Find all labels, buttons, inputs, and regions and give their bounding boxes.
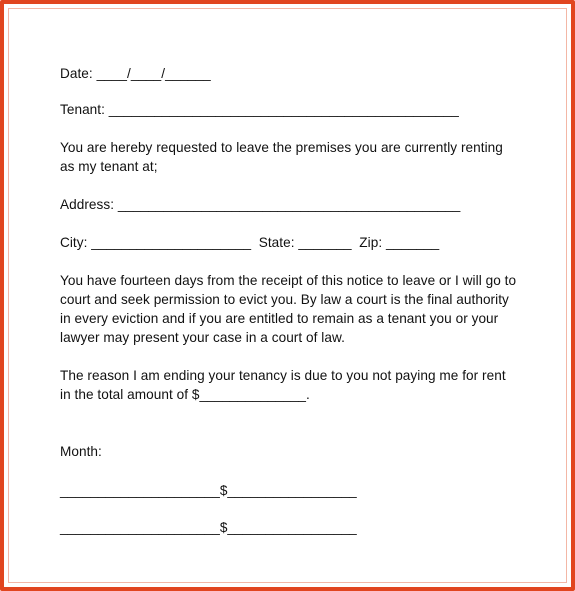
tenant-line: Tenant: ______________________________________________ (60, 102, 459, 117)
month-amount-row-1: _____________________$_________________ (60, 483, 357, 498)
address-line: Address: _____________________________________________ (60, 197, 461, 212)
request-line-2: as my tenant at; (60, 159, 158, 174)
date-line: Date: ____/____/______ (60, 66, 211, 81)
notice-line-2: court and seek permission to evict you. By law a court is the final authority (60, 292, 509, 307)
notice-line-1: You have fourteen days from the receipt of this notice to leave or I will go to (60, 273, 517, 288)
notice-line-4: lawyer may present your case in a court of law. (60, 330, 345, 345)
month-amount-row-2: _____________________$_________________ (60, 520, 357, 535)
reason-line-2: in the total amount of $______________. (60, 387, 310, 402)
month-label: Month: (60, 444, 102, 459)
city-state-zip-line: City: _____________________ State: _______ Zip: _______ (60, 235, 440, 250)
request-line-1: You are hereby requested to leave the premises you are currently renting (60, 140, 503, 155)
notice-line-3: in every eviction and if you are entitled to remain as a tenant you or your (60, 311, 499, 326)
reason-line-1: The reason I am ending your tenancy is due to you not paying me for rent (60, 368, 506, 383)
